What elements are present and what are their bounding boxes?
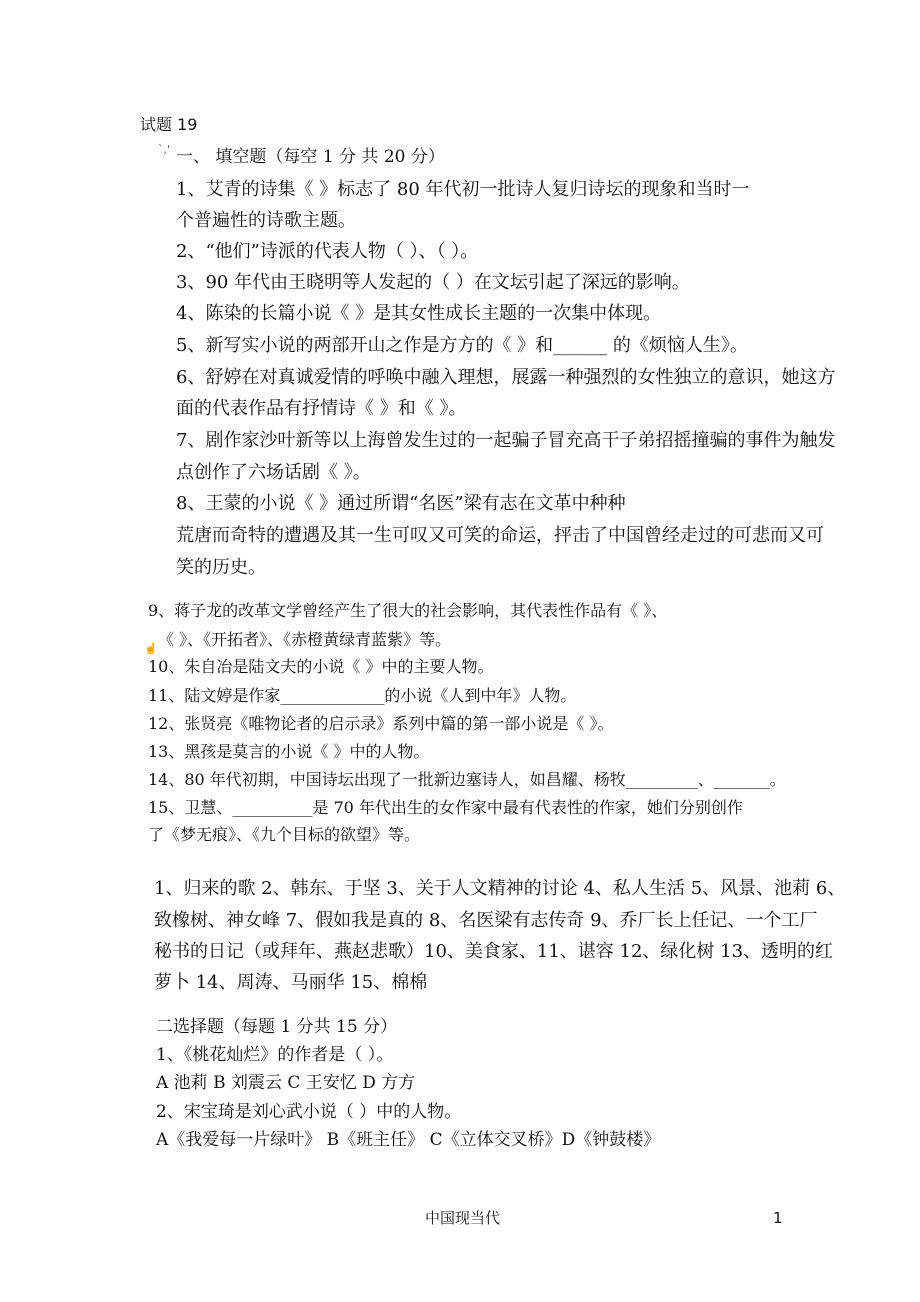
- answers-line4: 萝卜 14、周涛、马丽华 15、棉棉: [154, 972, 428, 993]
- q6-line2: 面的代表作品有抒情诗《 》和《 》。: [176, 398, 467, 419]
- q7-line2: 点创作了六场话剧《 》。: [176, 462, 371, 483]
- q3-line: 3、90 年代由王晓明等人发起的（ ）在文坛引起了深远的影响。: [176, 272, 690, 293]
- section2-heading: 二选择题（每题 1 分共 15 分）: [156, 1017, 398, 1037]
- mc-q1: 1、《桃花灿烂》的作者是（ ）。: [156, 1045, 394, 1065]
- q15-line2: 了《梦无痕》、《九个目标的欲望》等。: [148, 825, 421, 844]
- q11-line: 11、陆文婷是作家_____________的小说《人到中年》人物。: [148, 686, 577, 705]
- q7-line1: 7、剧作家沙叶新等以上海曾发生过的一起骗子冒充高干子弟招摇撞骗的事件为触发: [176, 430, 836, 451]
- q1-line1: 1、艾青的诗集《 》标志了 80 年代初一批诗人复归诗坛的现象和当时一: [176, 179, 750, 200]
- footer-center: 中国现当代: [425, 1209, 501, 1227]
- q6-line1: 6、舒婷在对真诚爱情的呼唤中融入理想，展露一种强烈的女性独立的意识，她这方: [176, 367, 836, 388]
- answers-line2: 致橡树、神女峰 7、假如我是真的 8、名医梁有志传奇 9、乔厂长上任记、一个工厂: [154, 910, 818, 931]
- q14-line: 14、80 年代初期，中国诗坛出现了一批新边塞诗人，如昌耀、杨牧_________、_______。: [148, 770, 786, 789]
- q12-line: 12、张贤亮《唯物论者的启示录》系列中篇的第一部小说是《 》。: [148, 714, 614, 733]
- q4-line: 4、陈染的长篇小说《 》是其女性成长主题的一次集中体现。: [176, 303, 662, 324]
- q2-line: 2、“他们”诗派的代表人物（ ）、（ ）。: [176, 241, 479, 262]
- exam-title: 试题 19: [140, 115, 198, 134]
- q8-line1: 8、王蒙的小说《 》通过所谓“名医”梁有志在文革中种种: [176, 493, 626, 514]
- mc-q2: 2、宋宝琦是刘心武小说（ ）中的人物。: [156, 1102, 462, 1122]
- stray-mark: `,': [158, 143, 171, 156]
- answers-line1: 1、归来的歌 2、韩东、于坚 3、关于人文精神的讨论 4、私人生活 5、风景、池莉 6、: [154, 878, 846, 899]
- q5-line: 5、新写实小说的两部开山之作是方方的《 》和______ 的《烦恼人生》。: [176, 335, 748, 356]
- q1-line2: 个普遍性的诗歌主题。: [176, 210, 356, 231]
- mc-q1-options: A 池莉 B 刘震云 C 王安忆 D 方方: [156, 1073, 416, 1093]
- q9-line2: 《 》、《开拓者》、《赤橙黄绿青蓝紫》等。: [158, 630, 452, 649]
- section1-heading: 一、 填空题（每空 1 分 共 20 分）: [176, 147, 445, 167]
- hand-cursor-icon: ☝: [144, 642, 158, 655]
- q13-line: 13、黑孩是莫言的小说《 》中的人物。: [148, 742, 430, 761]
- q10-line: 10、朱自冶是陆文夫的小说《 》中的主要人物。: [148, 657, 494, 676]
- q15-line1: 15、卫慧、__________是 70 年代出生的女作家中最有代表性的作家，她们分别创作: [148, 798, 743, 817]
- mc-q2-options: A《我爱每一片绿叶》 B《班主任》 C《立体交叉桥》D《钟鼓楼》: [156, 1130, 661, 1150]
- answers-line3: 秘书的日记（或拜年、燕赵悲歌）10、美食家、11、谌容 12、绿化树 13、透明的红: [154, 941, 834, 962]
- q8-line3: 笑的历史。: [176, 557, 266, 578]
- page-number: 1: [773, 1209, 783, 1227]
- q8-line2: 荒唐而奇特的遭遇及其一生可叹又可笑的命运，抨击了中国曾经走过的可悲而又可: [176, 525, 824, 546]
- q9-line1: 9、蒋子龙的改革文学曾经产生了很大的社会影响，其代表性作品有《 》、: [148, 601, 668, 620]
